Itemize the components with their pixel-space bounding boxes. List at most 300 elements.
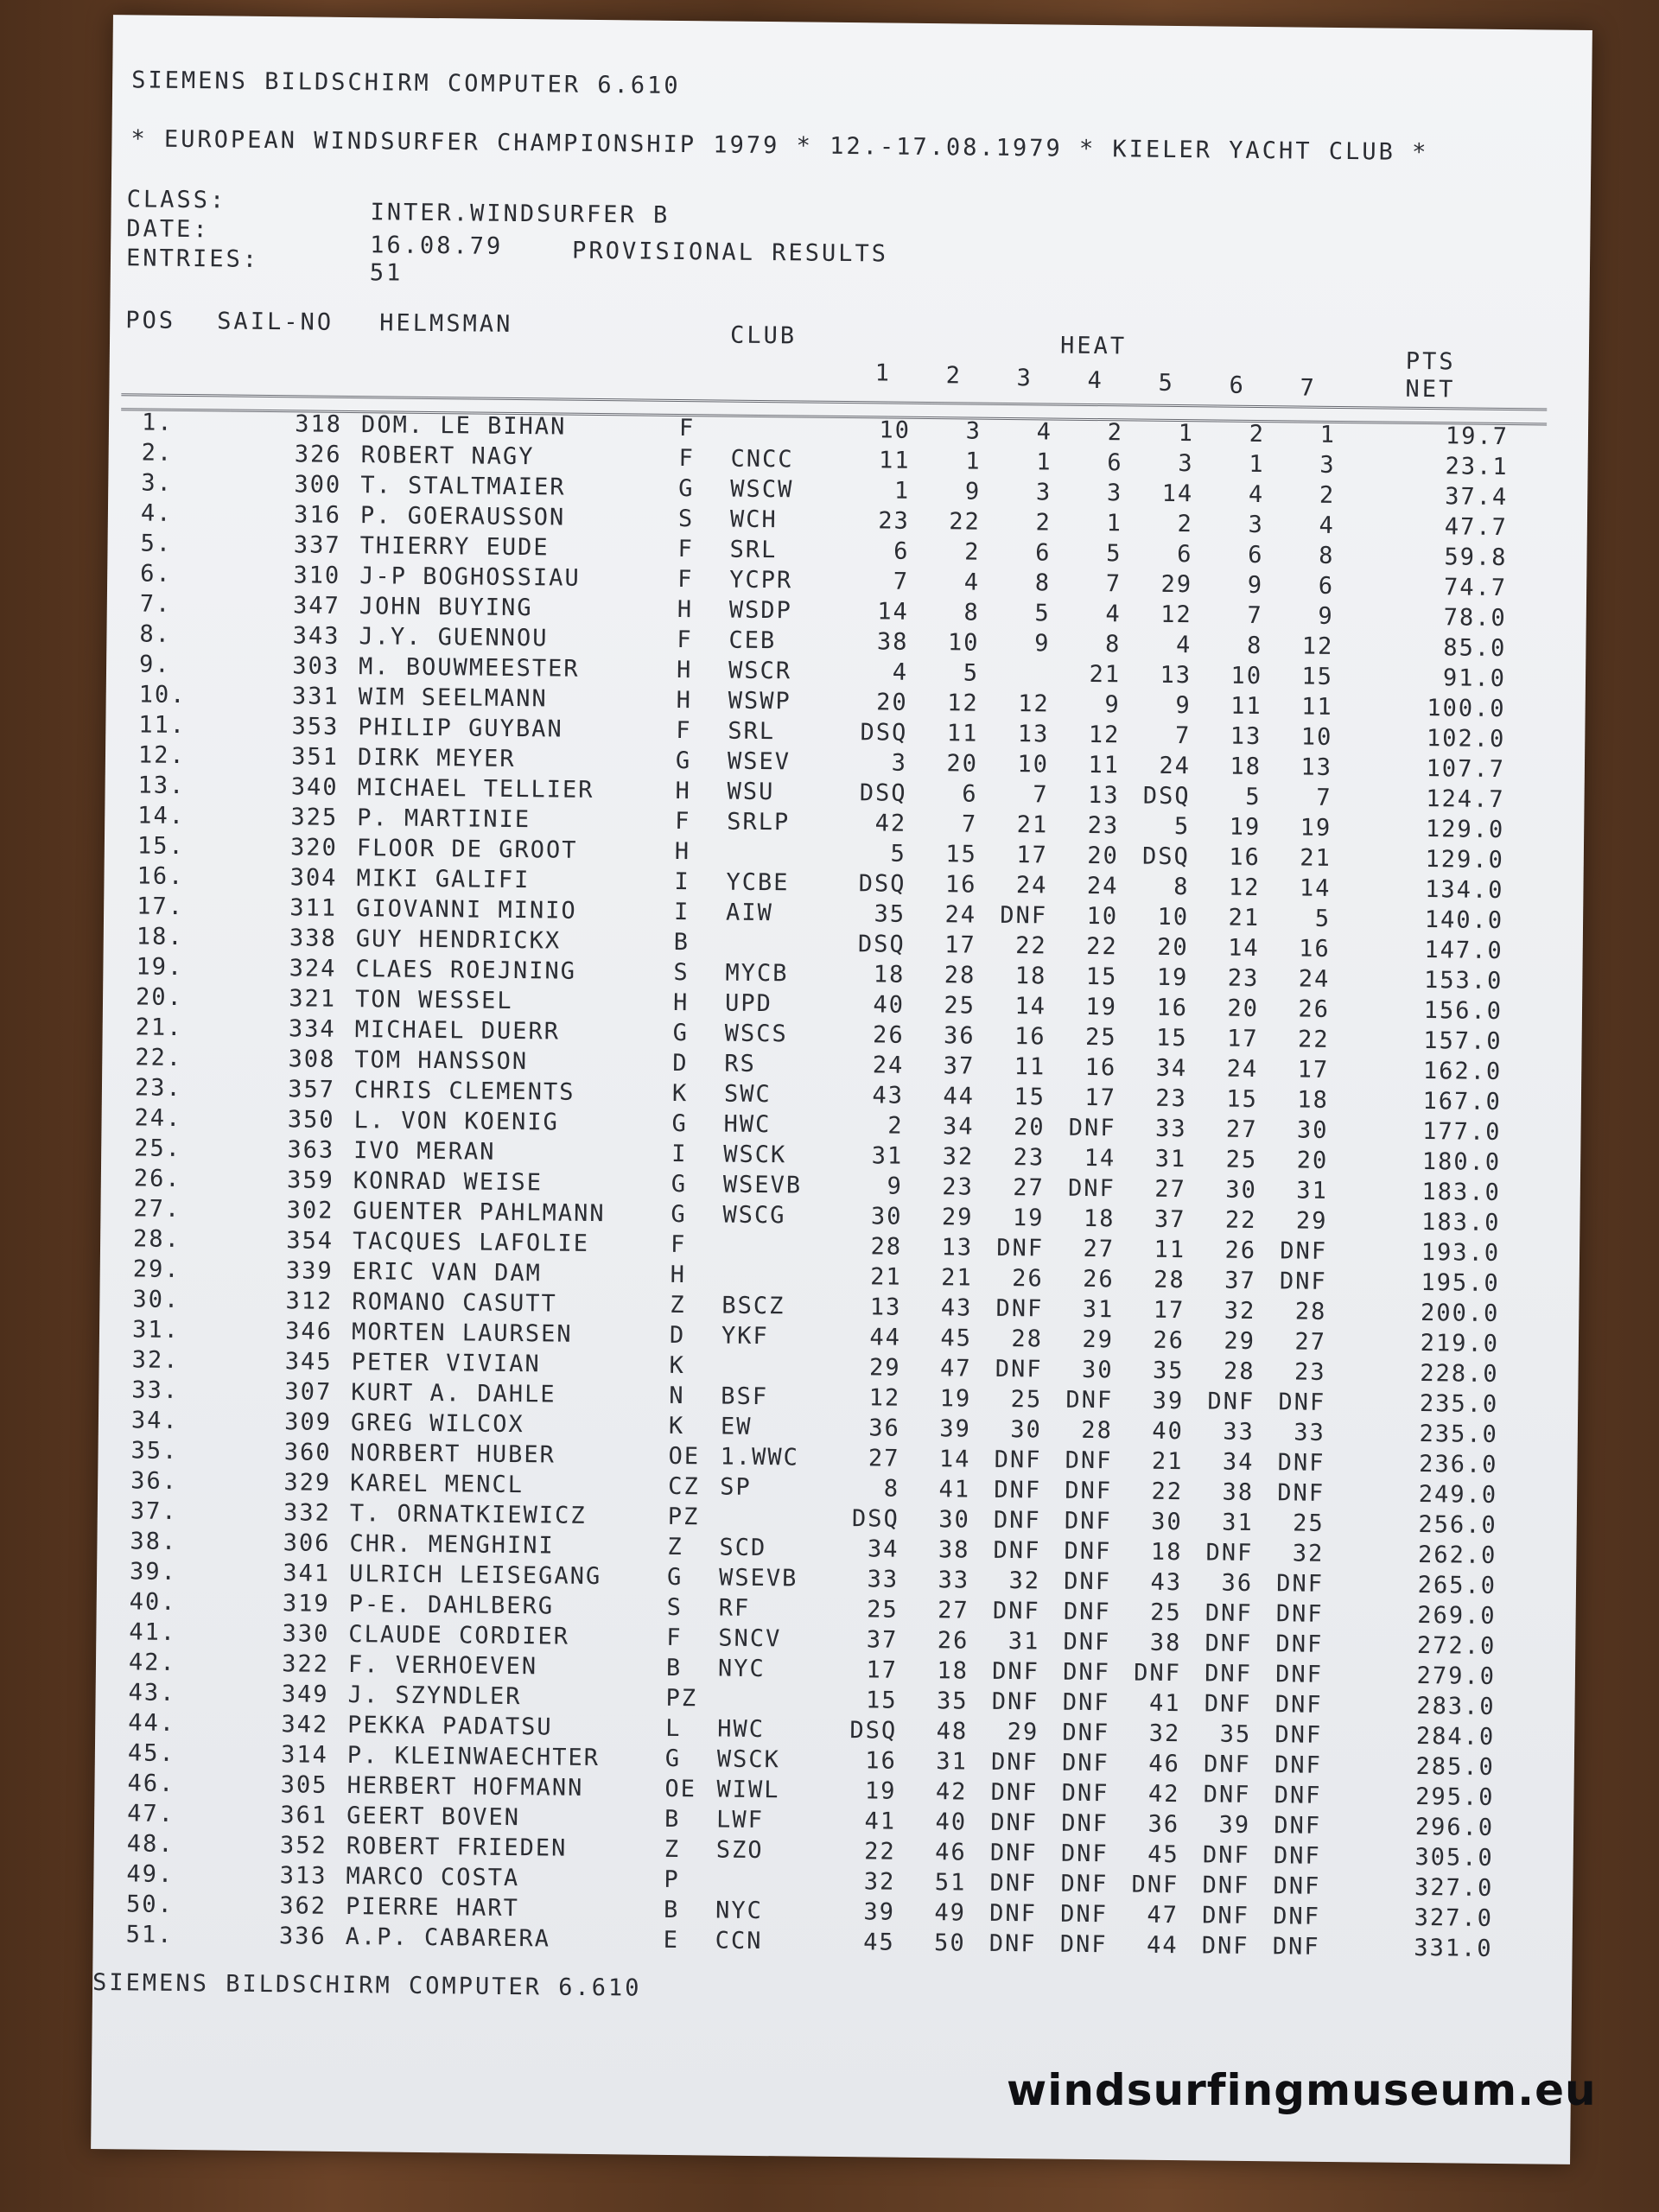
position-cell: 5. [140,530,173,557]
heat-2-cell: 43 [940,1294,973,1322]
printout-footer: SIEMENS BILDSCHIRM COMPUTER 6.610 [92,1968,642,2002]
heat-2-cell: 33 [938,1567,970,1594]
heat-6-cell: 12 [1228,874,1261,902]
nation-cell: G [675,747,692,775]
heat-7-cell: 21 [1300,844,1332,872]
club-cell: CCN [715,1927,763,1955]
position-cell: 13. [137,772,186,800]
helmsman-cell: T. ORNATKIEWICZ [349,1500,587,1529]
heat-7-cell: 14 [1299,874,1332,902]
heat-1-cell: DSQ [859,779,907,807]
heat-5-cell: 20 [1157,933,1189,962]
heat-5-cell: 30 [1151,1508,1183,1536]
heat-4-cell: DNF [1061,1779,1109,1808]
nation-cell: H [676,656,693,684]
heat-7-cell: 28 [1294,1298,1327,1325]
club-cell: BSF [721,1382,769,1411]
heat-2-cell: 13 [941,1234,974,1262]
sail-number-cell: 351 [291,743,340,771]
heat-5-cell: 26 [1153,1326,1185,1355]
position-cell: 41. [129,1618,177,1646]
sail-number-cell: 340 [290,773,339,801]
sail-number-cell: 346 [285,1318,334,1345]
position-cell: 7. [139,590,172,618]
position-cell: 28. [132,1225,181,1253]
helmsman-cell: KONRAD WEISE [353,1167,543,1197]
heat-4-cell: DNF [1061,1749,1110,1777]
heat-7-cell: 32 [1292,1540,1325,1567]
heat-2-cell: 9 [964,478,982,505]
heat-number: 4 [1087,366,1105,395]
heat-7-cell: DNF [1272,1933,1320,1961]
heat-6-cell: DNF [1205,1660,1253,1688]
helmsman-cell: A.P. CABARERA [345,1923,551,1953]
heat-6-cell: 36 [1221,1569,1254,1598]
position-cell: 4. [140,499,173,527]
sail-number-cell: 336 [278,1923,327,1950]
heat-4-cell: 10 [1086,902,1119,931]
heat-7-cell: 5 [1314,905,1332,932]
heat-5-cell: 11 [1154,1236,1186,1264]
helmsman-cell: ROBERT NAGY [360,442,535,471]
position-cell: 31. [131,1316,180,1344]
heat-6-cell: 33 [1223,1418,1255,1446]
heat-1-cell: 37 [866,1626,899,1654]
heat-1-cell: 42 [874,810,907,837]
net-points-cell: 85.0 [1443,634,1507,663]
nation-cell: K [671,1079,689,1108]
sail-number-cell: 310 [293,562,341,589]
net-points-cell: 262.0 [1417,1541,1497,1569]
position-cell: 3. [141,469,173,497]
heat-6-cell: 2 [1249,420,1266,448]
heat-7-cell: 27 [1294,1328,1327,1356]
heat-1-cell: DSQ [857,931,906,958]
nation-cell: PZ [667,1503,700,1531]
nation-cell: G [671,1170,688,1198]
heat-2-cell: 35 [936,1688,969,1715]
helmsman-cell: THIERRY EUDE [359,532,550,562]
net-points-cell: 91.0 [1442,664,1507,693]
heat-5-cell: 32 [1148,1719,1181,1748]
heat-2-cell: 17 [944,931,976,959]
heat-2-cell: 39 [939,1415,972,1443]
position-cell: 48. [126,1830,175,1858]
heat-6-cell: 20 [1227,995,1260,1023]
heat-6-cell: 4 [1248,480,1265,509]
heat-3-cell: 1 [1036,448,1052,476]
heat-3-cell: 2 [1035,509,1052,537]
helmsman-cell: NORBERT HUBER [350,1440,556,1469]
helmsman-cell: ROMANO CASUTT [352,1288,557,1318]
helmsman-cell: ROBERT FRIEDEN [346,1833,568,1862]
heat-1-cell: 26 [872,1021,905,1049]
heat-4-cell: 13 [1087,781,1120,810]
heat-number: 7 [1300,374,1317,402]
net-points-cell: 74.7 [1443,574,1508,602]
heat-5-cell: 31 [1154,1145,1187,1173]
position-cell: 10. [138,681,187,709]
position-cell: 2. [141,439,174,467]
heat-6-cell: 37 [1224,1267,1256,1295]
net-points-cell: 331.0 [1414,1934,1493,1962]
helmsman-cell: DIRK MEYER [357,744,516,773]
net-points-cell: 23.1 [1445,453,1509,481]
net-points-cell: 129.0 [1425,816,1505,844]
heat-2-cell: 32 [942,1143,975,1171]
net-points-cell: 107.7 [1426,755,1506,784]
helmsman-cell: GUY HENDRICKX [355,925,562,955]
nation-cell: F [678,414,696,442]
net-points-cell: 265.0 [1417,1572,1497,1599]
heat-1-cell: 25 [867,1596,899,1624]
heat-4-cell: DNF [1068,1114,1116,1142]
heat-1-cell: 16 [865,1747,898,1775]
heat-1-cell: 22 [864,1838,896,1866]
helmsman-cell: PEKKA PADATSU [347,1712,553,1741]
heat-2-cell: 5 [963,659,980,687]
heat-6-cell: 14 [1228,934,1260,963]
nation-cell: G [671,1200,687,1229]
heat-1-cell: 35 [874,900,906,928]
heat-6-cell: 21 [1228,904,1261,932]
heat-2-cell: 11 [946,720,979,747]
net-points-cell: 235.0 [1419,1390,1499,1418]
helmsman-cell: IVO MERAN [353,1137,496,1166]
heat-5-cell: 27 [1154,1175,1186,1204]
heat-2-cell: 24 [944,901,977,929]
net-points-cell: 195.0 [1421,1269,1500,1297]
entries-value: 51 [369,259,404,287]
helmsman-cell: TON WESSEL [354,986,513,1015]
heat-3-cell: DNF [991,1688,1039,1716]
heat-4-cell: 27 [1083,1235,1116,1263]
heat-3-cell: DNF [995,1294,1044,1323]
heat-2-cell: 10 [947,629,980,657]
heat-7-cell: DNF [1276,1570,1325,1598]
nation-cell: K [668,1412,685,1440]
heat-5-cell: 2 [1177,511,1194,538]
heat-6-cell: 10 [1230,662,1263,690]
heat-3-cell: 16 [1014,1023,1046,1051]
column-club: CLUB [729,321,798,350]
heat-2-cell: 18 [937,1657,969,1685]
helmsman-cell: KAREL MENCL [350,1470,524,1499]
sail-number-cell: 353 [291,713,340,741]
club-cell: NYC [715,1897,763,1925]
nation-cell: F [676,716,692,745]
club-cell: WSCK [723,1141,787,1169]
position-cell: 32. [131,1346,180,1374]
net-points-cell: 59.8 [1444,543,1508,572]
heat-7-cell: DNF [1275,1630,1324,1658]
position-cell: 26. [133,1165,181,1193]
helmsman-cell: F. VERHOEVEN [347,1651,538,1681]
heat-2-cell: 4 [963,569,981,596]
net-points-cell: 19.7 [1445,423,1510,451]
heat-7-cell: 29 [1295,1207,1328,1235]
helmsman-cell: MARCO COSTA [346,1863,520,1892]
position-cell: 46. [127,1770,175,1797]
helmsman-cell: L. VON KOENIG [353,1107,560,1136]
heat-7-cell: DNF [1274,1751,1322,1779]
heat-5-cell: 21 [1151,1447,1184,1476]
net-points-cell: 279.0 [1416,1662,1497,1690]
sail-number-cell: 307 [284,1378,333,1406]
position-cell: 30. [132,1286,181,1313]
heat-3-cell: DNF [992,1657,1040,1686]
heat-2-cell: 21 [941,1264,973,1292]
sail-number-cell: 339 [285,1257,334,1285]
nation-cell: I [674,868,690,896]
helmsman-cell: PETER VIVIAN [351,1349,541,1378]
heat-1-cell: 14 [877,598,909,626]
nation-cell: S [677,505,695,533]
nation-cell: B [673,928,690,957]
heat-3-cell: 13 [1017,721,1050,748]
helmsman-cell: GEERT BOVEN [346,1802,521,1832]
net-points-cell: 256.0 [1418,1511,1497,1539]
heat-4-cell: DNF [1064,1507,1112,1535]
heat-4-cell: 26 [1083,1265,1115,1294]
heat-5-cell: 10 [1157,903,1190,931]
position-cell: 36. [130,1467,179,1495]
heat-4-cell: 29 [1082,1325,1115,1354]
heat-7-cell: DNF [1280,1237,1328,1265]
heat-5-cell: 41 [1148,1689,1181,1718]
sail-number-cell: 314 [280,1741,329,1769]
heat-2-cell: 42 [935,1778,968,1806]
heat-4-cell: DNF [1067,1174,1116,1203]
net-points-cell: 167.0 [1422,1088,1503,1116]
club-cell: YCBE [726,868,790,897]
heat-7-cell: 15 [1301,663,1334,690]
sail-number-cell: 345 [284,1348,333,1376]
sail-number-cell: 325 [290,804,339,831]
position-cell: 44. [128,1709,176,1737]
heat-4-cell: DNF [1065,1386,1114,1414]
nation-cell: G [664,1745,682,1773]
heat-3-cell: 15 [1014,1084,1046,1111]
heat-6-cell: 24 [1226,1055,1259,1084]
heat-2-cell: 40 [935,1808,968,1836]
heat-3-cell: 28 [1011,1325,1044,1353]
nation-cell: F [678,444,696,473]
position-cell: 39. [129,1558,178,1586]
heat-3-cell: 22 [1015,932,1047,960]
heat-7-cell: DNF [1279,1268,1327,1295]
heat-7-cell: 31 [1296,1177,1328,1205]
heat-5-cell: DSQ [1141,842,1191,871]
helmsman-cell: PHILIP GUYBAN [358,714,563,743]
heat-4-cell: 17 [1084,1084,1117,1112]
heat-3-cell: 19 [1012,1205,1045,1232]
heat-4-cell: 18 [1083,1205,1116,1233]
heat-3-cell: 7 [1033,781,1049,809]
heat-1-cell: 28 [870,1233,903,1261]
nation-cell: B [664,1805,681,1834]
heat-7-cell: 18 [1297,1086,1330,1114]
nation-cell: G [671,1109,689,1138]
heat-4-cell: 21 [1089,660,1122,689]
position-cell: 47. [127,1800,175,1827]
position-cell: 42. [128,1649,176,1676]
heat-4-cell: DNF [1060,1840,1109,1868]
heat-5-cell: DNF [1134,1659,1182,1688]
heat-4-cell: 22 [1086,932,1118,961]
helmsman-cell: MICHAEL TELLIER [357,774,594,804]
heat-7-cell: DNF [1273,1842,1321,1870]
heat-7-cell: DNF [1274,1782,1322,1809]
helmsman-cell: GUENTER PAHLMANN [353,1198,606,1228]
position-cell: 34. [130,1407,179,1434]
heat-2-cell: 34 [942,1113,975,1141]
heat-6-cell: 9 [1247,571,1264,600]
nation-cell: D [669,1321,686,1350]
heat-1-cell: 17 [866,1656,899,1684]
heat-1-cell: 29 [868,1354,901,1382]
nation-cell: G [678,474,695,503]
club-cell: LWF [715,1806,765,1834]
nation-cell: E [663,1926,680,1955]
club-cell: WSCS [724,1020,788,1048]
club-cell: HWC [717,1715,766,1744]
heat-3-cell: 27 [1013,1174,1045,1202]
heat-3-cell: 14 [1014,993,1047,1020]
heat-3-cell: 5 [1034,600,1051,627]
heat-2-cell: 26 [937,1627,969,1655]
heat-2-cell: 27 [938,1597,969,1624]
heat-3-cell: 17 [1016,842,1049,869]
heat-6-cell: 22 [1224,1206,1257,1235]
heat-4-cell: 14 [1084,1144,1116,1173]
sail-number-cell: 321 [289,985,337,1013]
sail-number-cell: 320 [289,834,339,861]
heat-number: 6 [1229,372,1246,399]
sail-number-cell: 352 [279,1832,327,1859]
heat-3-cell: 9 [1033,630,1051,658]
heat-2-cell: 29 [941,1204,974,1231]
helmsman-cell: TOM HANSSON [354,1046,529,1076]
heat-5-cell: 18 [1150,1538,1183,1567]
heat-2-cell: 45 [940,1325,973,1352]
net-points-cell: 47.7 [1444,513,1509,542]
position-cell: 35. [130,1437,179,1465]
position-cell: 45. [127,1739,175,1767]
heat-2-cell: 6 [962,780,978,808]
heat-5-cell: 8 [1173,874,1190,901]
sail-number-cell: 304 [289,864,338,892]
heat-5-cell: 24 [1159,752,1192,780]
heat-number: 5 [1158,369,1176,397]
heat-3-cell: 8 [1034,569,1052,597]
heat-3-cell: DNF [990,1748,1039,1777]
sail-number-cell: 362 [279,1892,327,1920]
net-points-cell: 296.0 [1414,1813,1495,1841]
club-cell: WSCG [722,1201,786,1230]
heat-5-cell: 14 [1161,480,1194,508]
heat-2-cell: 49 [934,1899,967,1927]
position-cell: 19. [136,953,184,982]
heat-6-cell: 5 [1245,783,1262,811]
nation-cell: S [666,1593,683,1622]
heat-6-cell: 16 [1229,843,1261,872]
club-cell: WSWP [728,687,791,715]
heat-5-cell: 44 [1146,1931,1179,1960]
helmsman-cell: FLOOR DE GROOT [356,835,578,864]
heat-3-cell: DNF [990,1778,1039,1807]
helmsman-cell: MIKI GALIFI [356,865,531,894]
heat-7-cell: DNF [1274,1691,1323,1719]
heat-7-cell: DNF [1277,1479,1325,1507]
heat-1-cell: 33 [867,1566,899,1593]
heat-1-cell: DSQ [858,870,906,898]
position-cell: 27. [133,1195,181,1223]
heat-3-cell: 11 [1014,1053,1046,1081]
heat-2-cell: 25 [944,992,976,1020]
net-points-cell: 219.0 [1420,1330,1500,1357]
helmsman-cell: CHR. MENGHINI [349,1530,555,1560]
heat-number: 2 [945,362,963,390]
net-points-cell: 153.0 [1423,967,1503,995]
heat-6-cell: 8 [1246,632,1263,660]
club-cell: CNCC [730,445,794,474]
heat-1-cell: 45 [862,1929,895,1956]
sail-number-cell: 357 [288,1076,336,1103]
net-points-cell: 37.4 [1445,483,1509,512]
heat-7-cell: 26 [1298,995,1331,1023]
heat-4-cell: 25 [1084,1023,1117,1052]
position-cell: 17. [137,893,185,921]
helmsman-cell: MORTEN LAURSEN [351,1319,573,1348]
heat-1-cell: 36 [868,1414,901,1442]
heat-6-cell: 30 [1225,1176,1257,1205]
net-points-cell: 157.0 [1423,1027,1503,1056]
heat-5-cell: 38 [1149,1629,1182,1657]
heat-6-cell: 18 [1230,753,1262,781]
heat-3-cell: DNF [996,1234,1045,1262]
column-heat: HEAT [1059,332,1128,360]
heat-5-cell: 25 [1150,1599,1182,1627]
heat-5-cell: 19 [1156,963,1189,992]
club-cell: SCD [719,1534,767,1562]
helmsman-cell: J-P BOGHOSSIAU [359,563,581,592]
nation-cell: CZ [668,1472,700,1501]
heat-6-cell: DNF [1202,1902,1250,1929]
heat-2-cell: 30 [938,1506,970,1534]
club-cell: SNCV [718,1624,782,1653]
heat-5-cell: 34 [1155,1054,1188,1083]
heat-4-cell: 7 [1105,570,1122,598]
club-cell: SRL [728,717,776,746]
heat-7-cell: 22 [1297,1026,1330,1053]
heat-4-cell: 4 [1105,601,1122,628]
net-points-cell: 285.0 [1415,1753,1495,1781]
club-cell: MYCB [725,959,789,988]
heat-7-cell: 9 [1318,602,1334,630]
sail-number-cell: 360 [283,1439,332,1466]
sail-number-cell: 363 [287,1136,335,1164]
club-cell: HWC [723,1110,772,1139]
club-cell: WSEVB [718,1564,798,1592]
heat-2-cell: 47 [939,1355,972,1382]
club-cell: WSCW [730,475,794,504]
heat-1-cell: 31 [871,1142,904,1170]
heat-1-cell: 24 [872,1052,905,1079]
heat-2-cell: 19 [939,1385,972,1413]
heat-3-cell: DNF [989,1899,1038,1928]
heat-6-cell: 25 [1225,1146,1258,1174]
